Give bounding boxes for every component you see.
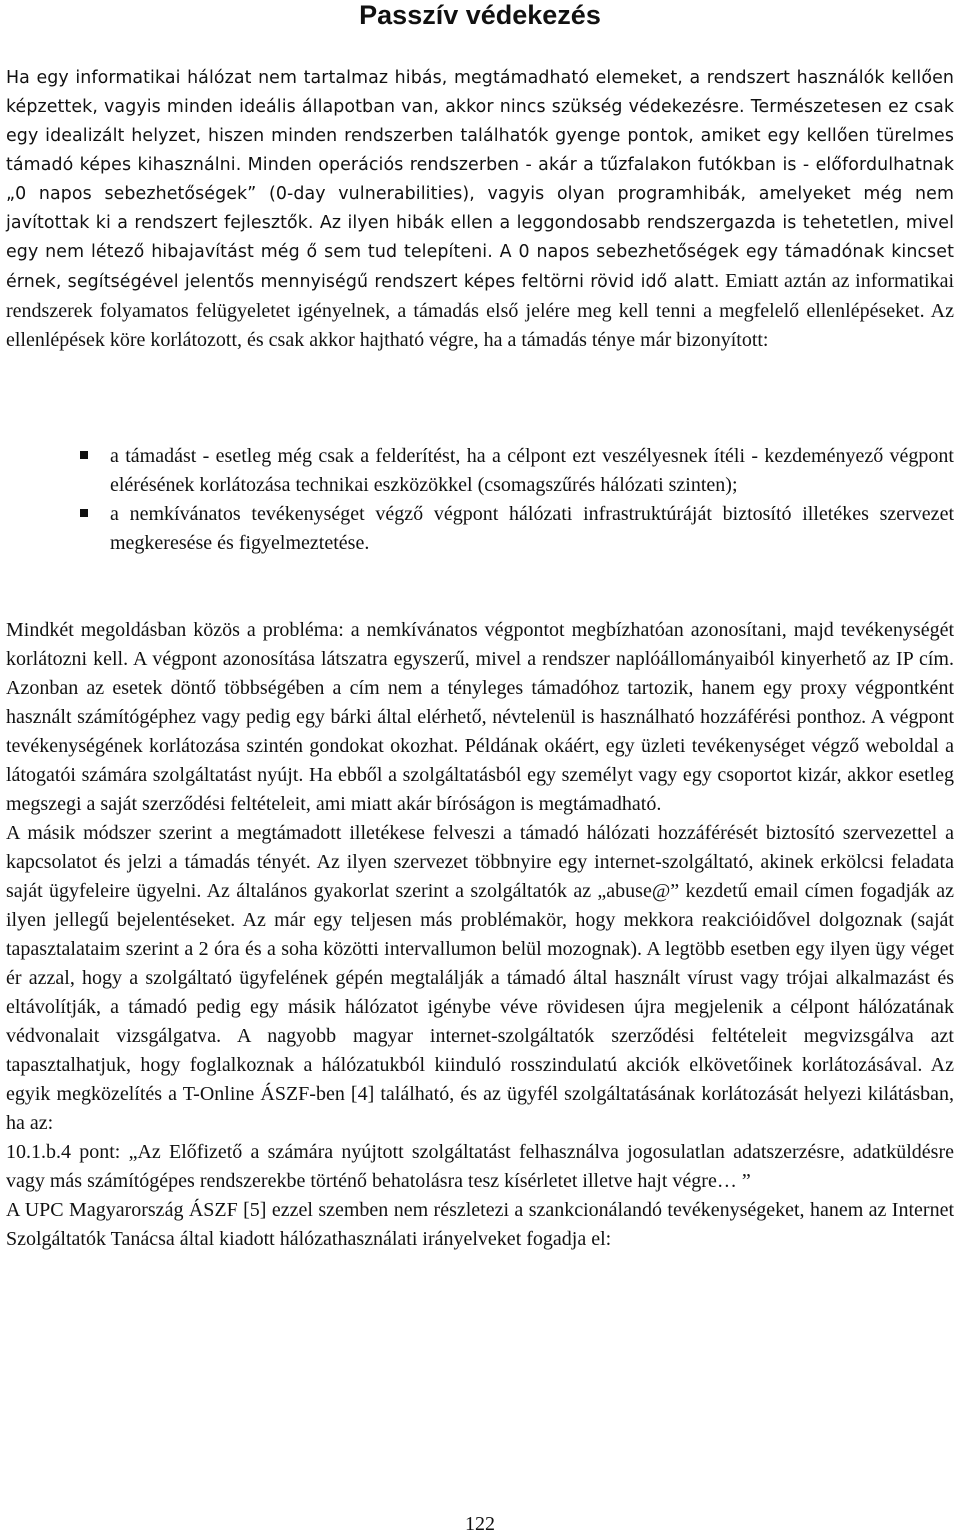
page-title: Passzív védekezés bbox=[359, 0, 601, 30]
intro-text-serif: Emiatt aztán az informatikai rendszerek folyamatos felügyeletet igényelnek, a támadás első jelére meg kell tenni a megfelelő ellenlépéseket. Az ellenlépések köre korlátozott, és csak akkor hajtható végre, ha a támadás ténye már bizonyított: bbox=[6, 270, 954, 351]
square-bullet-icon bbox=[80, 509, 88, 517]
paragraph-upc: A UPC Magyarország ÁSZF [5] ezzel szemben nem részletezi a szankcionálandó tevékenységeket, hanem az Internet Szolgáltatók Tanácsa által kiadott hálózathasználati irányelveket fogadja el: bbox=[6, 1199, 954, 1250]
list-item-text: a nemkívánatos tevékenységet végző végpont hálózati infrastruktúráját biztosító illetékes szervezet megkeresése és figyelmeztetése. bbox=[110, 503, 954, 554]
list-item-text: a támadást - esetleg még csak a felderítést, ha a célpont ezt veszélyesnek ítéli - kezdeményező végpont elérésének korlátozása technikai eszközökkel (csomagszűrés hálózati szinten); bbox=[110, 445, 954, 496]
intro-paragraph bbox=[6, 64, 954, 355]
page-number: 122 bbox=[465, 1513, 495, 1535]
intro-text-sans: Ha egy informatikai hálózat nem tartalmaz hibás, megtámadható elemeket, a rendszert használók kellően képzettek, vagyis minden ideális állapotban van, akkor nincs szükség védekezésre. Természetesen ez csak egy idealizált helyzet, hiszen minden rendszerben találhatók gyenge pontok, amiket egy kellően türelmes támadó képes kihasználni. Minden operációs rendszerben - akár a tűzfalakon futókban is - előfordulhatnak „0 napos sebezhetőségek” (0-day vulnerabilities), vagyis olyan programhibák, amelyeket még nem javítottak ki a rendszert fejlesztők. Az ilyen hibák ellen a leggondosabb rendszergazda is tehetetlen, mivel egy nem létező hibajavítást még ő sem tud telepíteni. A 0 napos sebezhetőségek egy támadónak kincset érnek, segítségével jelentős mennyiségű rendszert képes feltörni rövid idő alatt. bbox=[6, 68, 954, 292]
list-item bbox=[0, 500, 954, 558]
paragraph-isp-contact: A másik módszer szerint a megtámadott illetékese felveszi a támadó hálózati hozzáférését biztosító szervezettel a kapcsolatot és jelzi a támadás tényét. Az ilyen szervezet többnyire egy internet-szolgáltató, akinek erkölcsi feladata saját ügyfeleire ügyelni. Az általános gyakorlat szerint a szolgáltatók az „abuse@” kezdetű email címen fogadják az ilyen jellegű bejelentéseket. Az már egy teljesen más problémakör, hogy mekkora reakcióidővel dolgoznak (saját tapasztalataim szerint a 2 óra és a soha közötti intervallumon belül mozognak). A legtöbb esetben egy ilyen ügy véget ér azzal, hogy a szolgáltató ügyfelének gépén megtalálják a támadó által használt vírust vagy trójai alkalmazást és eltávolítják, a támadó pedig egy másik hálózatot igénybe véve rövidesen újra megjelenik a célpont hálózatának védvonalait vizsgálgatva. A nagyobb magyar internet-szolgáltatók szerződési feltételeit megvizsgálva azt tapasztalhatjuk, hogy foglalkoznak a hálózatukból kiinduló rosszindulatú akciók elkövetőinek korlátozásával. Az egyik megközelítés a T-Online ÁSZF-ben [4] található, és az ügyfél szolgáltatásának korlátozását helyezi kilátásban, ha az: bbox=[6, 822, 954, 1134]
paragraph-quote: 10.1.b.4 pont: „Az Előfizető a számára nyújtott szolgáltatást felhasználva jogosulatlan adatszerzésre, adatküldésre vagy más számítógépes rendszerekbe történő behatolásra tesz kísérletet illetve hajt végre… ” bbox=[6, 1141, 954, 1192]
list-item bbox=[0, 442, 954, 500]
paragraph-identification: Mindkét megoldásban közös a probléma: a nemkívánatos végpontot megbízhatóan azonosítani, majd tevékenységét korlátozni kell. A végpont azonosítása látszatra egyszerű, mivel a rendszer naplóállományaiból kinyerhető az IP cím. Azonban az esetek döntő többségében a cím nem a tényleges támadóhoz tartozik, hanem egy proxy végpontként használt számítógéphez vagy pedig egy bárki által elérhető, névtelenül is használható hozzáférési ponthoz. A végpont tevékenységének korlátozása szintén gondokat okozhat. Példának okáért, egy üzleti tevékenységet végző weboldal a látogatói számára szolgáltatást nyújt. Ha ebből a szolgáltatásból egy személyt vagy egy csoportot kizár, akkor esetleg megszegi a saját szerződési feltételeit, ami miatt akár bíróságon is megtámadható. bbox=[6, 619, 954, 815]
square-bullet-icon bbox=[80, 451, 88, 459]
countermeasure-list bbox=[0, 442, 954, 558]
body-section bbox=[6, 616, 954, 1254]
